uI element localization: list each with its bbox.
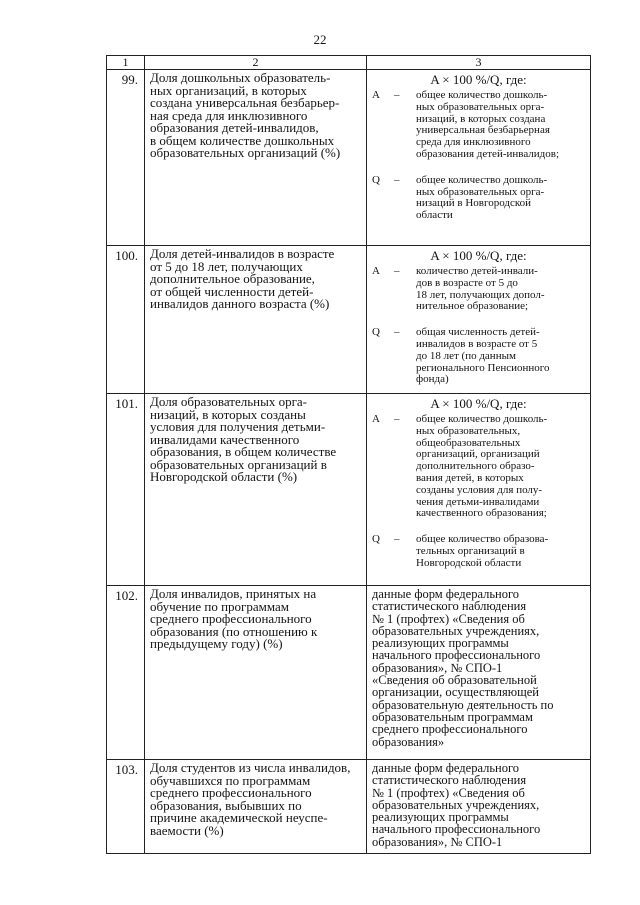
calculation-method xyxy=(367,70,591,246)
variable-symbol: Q xyxy=(372,533,380,546)
variable-description: общее количество образова- тельных организаций в Новгородской области xyxy=(416,533,549,569)
variable-description: количество детей-инвали- дов в возрасте от 5 до 18 лет, получающих допол- нительное образование; xyxy=(416,265,545,313)
column-header-1: 1 xyxy=(107,56,145,70)
variable-description: общее количество дошколь- ных образовательных орга- низаций, в которых создана универсальная безбарьерная среда для инклюзивного образования детей-инвалидов; xyxy=(416,89,560,160)
table-header-row xyxy=(107,56,591,70)
formula: A × 100 %/Q, где: xyxy=(430,72,527,87)
row-number: 103. xyxy=(107,760,145,854)
formula: A × 100 %/Q, где: xyxy=(430,248,527,263)
table-row xyxy=(107,246,591,394)
formula-definition: Q – общая численность детей- инвалидов в возрасте от 5 до 18 лет (по данным регионального Пенсионного фонда) xyxy=(372,327,585,386)
variable-symbol: A xyxy=(372,89,380,101)
table-row xyxy=(107,586,591,760)
formula-definition: A – общее количество дошколь- ных образовательных, общеобразовательных организаций, организаций дополнительного образо- вания детей, в которых созданы условия для полу- чения детьми-инвалидами качественного образования; xyxy=(372,414,585,520)
variable-description: общее количество дошколь- ных образовательных, общеобразовательных организаций, организаций дополнительного образо- вания детей, в которых созданы условия для полу- чения детьми-инвалидами качественного образования; xyxy=(416,413,548,520)
column-header-2: 2 xyxy=(145,56,367,70)
formula-definition: Q – общее количество дошколь- ных образовательных орга- низаций в Новгородской области xyxy=(372,175,585,222)
formula-definition: A – общее количество дошколь- ных образовательных орга- низаций, в которых создана универсальная безбарьерная среда для инклюзивного образования детей-инвалидов; xyxy=(372,90,585,161)
indicator-name: Доля образовательных орга- низаций, в которых созданы условия для получения детьми- инвалидами качественного образования, в общем количестве образовательных организаций в Новгородской области (%) xyxy=(145,394,367,586)
table-row xyxy=(107,394,591,586)
variable-symbol: A xyxy=(372,265,380,277)
formula-definition: A – количество детей-инвали- дов в возрасте от 5 до 18 лет, получающих допол- нительное образование; xyxy=(372,266,585,313)
data-source: данные форм федерального статистического наблюдения № 1 (профтех) «Сведения об образовательных учреждениях, реализующих программы начального профессионального образования», № СПО-1 xyxy=(367,760,591,854)
formula: A × 100 %/Q, где: xyxy=(430,396,527,411)
table-row xyxy=(107,760,591,854)
row-number: 99. xyxy=(107,70,145,246)
variable-description: общее количество дошколь- ных образовательных орга- низаций в Новгородской области xyxy=(416,173,548,222)
indicator-name: Доля инвалидов, принятых на обучение по программам среднего профессионального образования (по отношению к предыдущему году) (%) xyxy=(145,586,367,760)
indicator-name: Доля студентов из числа инвалидов, обучавшихся по программам среднего профессионального образования, выбывших по причине академической неуспе- ваемости (%) xyxy=(145,760,367,854)
calculation-method xyxy=(367,246,591,394)
table-row xyxy=(107,70,591,246)
row-number: 102. xyxy=(107,586,145,760)
formula-definition: Q – общее количество образова- тельных организаций в Новгородской области xyxy=(372,534,585,569)
variable-symbol: A xyxy=(372,413,380,425)
column-header-3: 3 xyxy=(367,56,591,70)
calculation-method xyxy=(367,394,591,586)
indicator-name: Доля дошкольных образователь- ных организаций, в которых создана универсальная безбарьер- ная среда для инклюзивного образования детей-инвалидов, в общем количестве дошкольных образовательных организаций (%) xyxy=(145,70,367,246)
variable-symbol: Q xyxy=(372,326,380,339)
variable-description: общая численность детей- инвалидов в возрасте от 5 до 18 лет (по данным регионального Пенсионного фонда) xyxy=(416,326,550,386)
variable-symbol: Q xyxy=(372,173,380,186)
data-source: данные форм федерального статистического наблюдения № 1 (профтех) «Сведения об образовательных учреждениях, реализующих программы начального профессионального образования», № СПО-1 «Сведения об образовательной организации, осуществляющей образовательную деятельность по образовательным программам среднего профессионального образования» xyxy=(367,586,591,760)
page-number: 22 xyxy=(313,32,327,47)
row-number: 101. xyxy=(107,394,145,586)
indicator-name: Доля детей-инвалидов в возрасте от 5 до 18 лет, получающих дополнительное образование, от общей численности детей- инвалидов данного возраста (%) xyxy=(145,246,367,394)
indicators-table xyxy=(106,55,591,854)
row-number: 100. xyxy=(107,246,145,394)
